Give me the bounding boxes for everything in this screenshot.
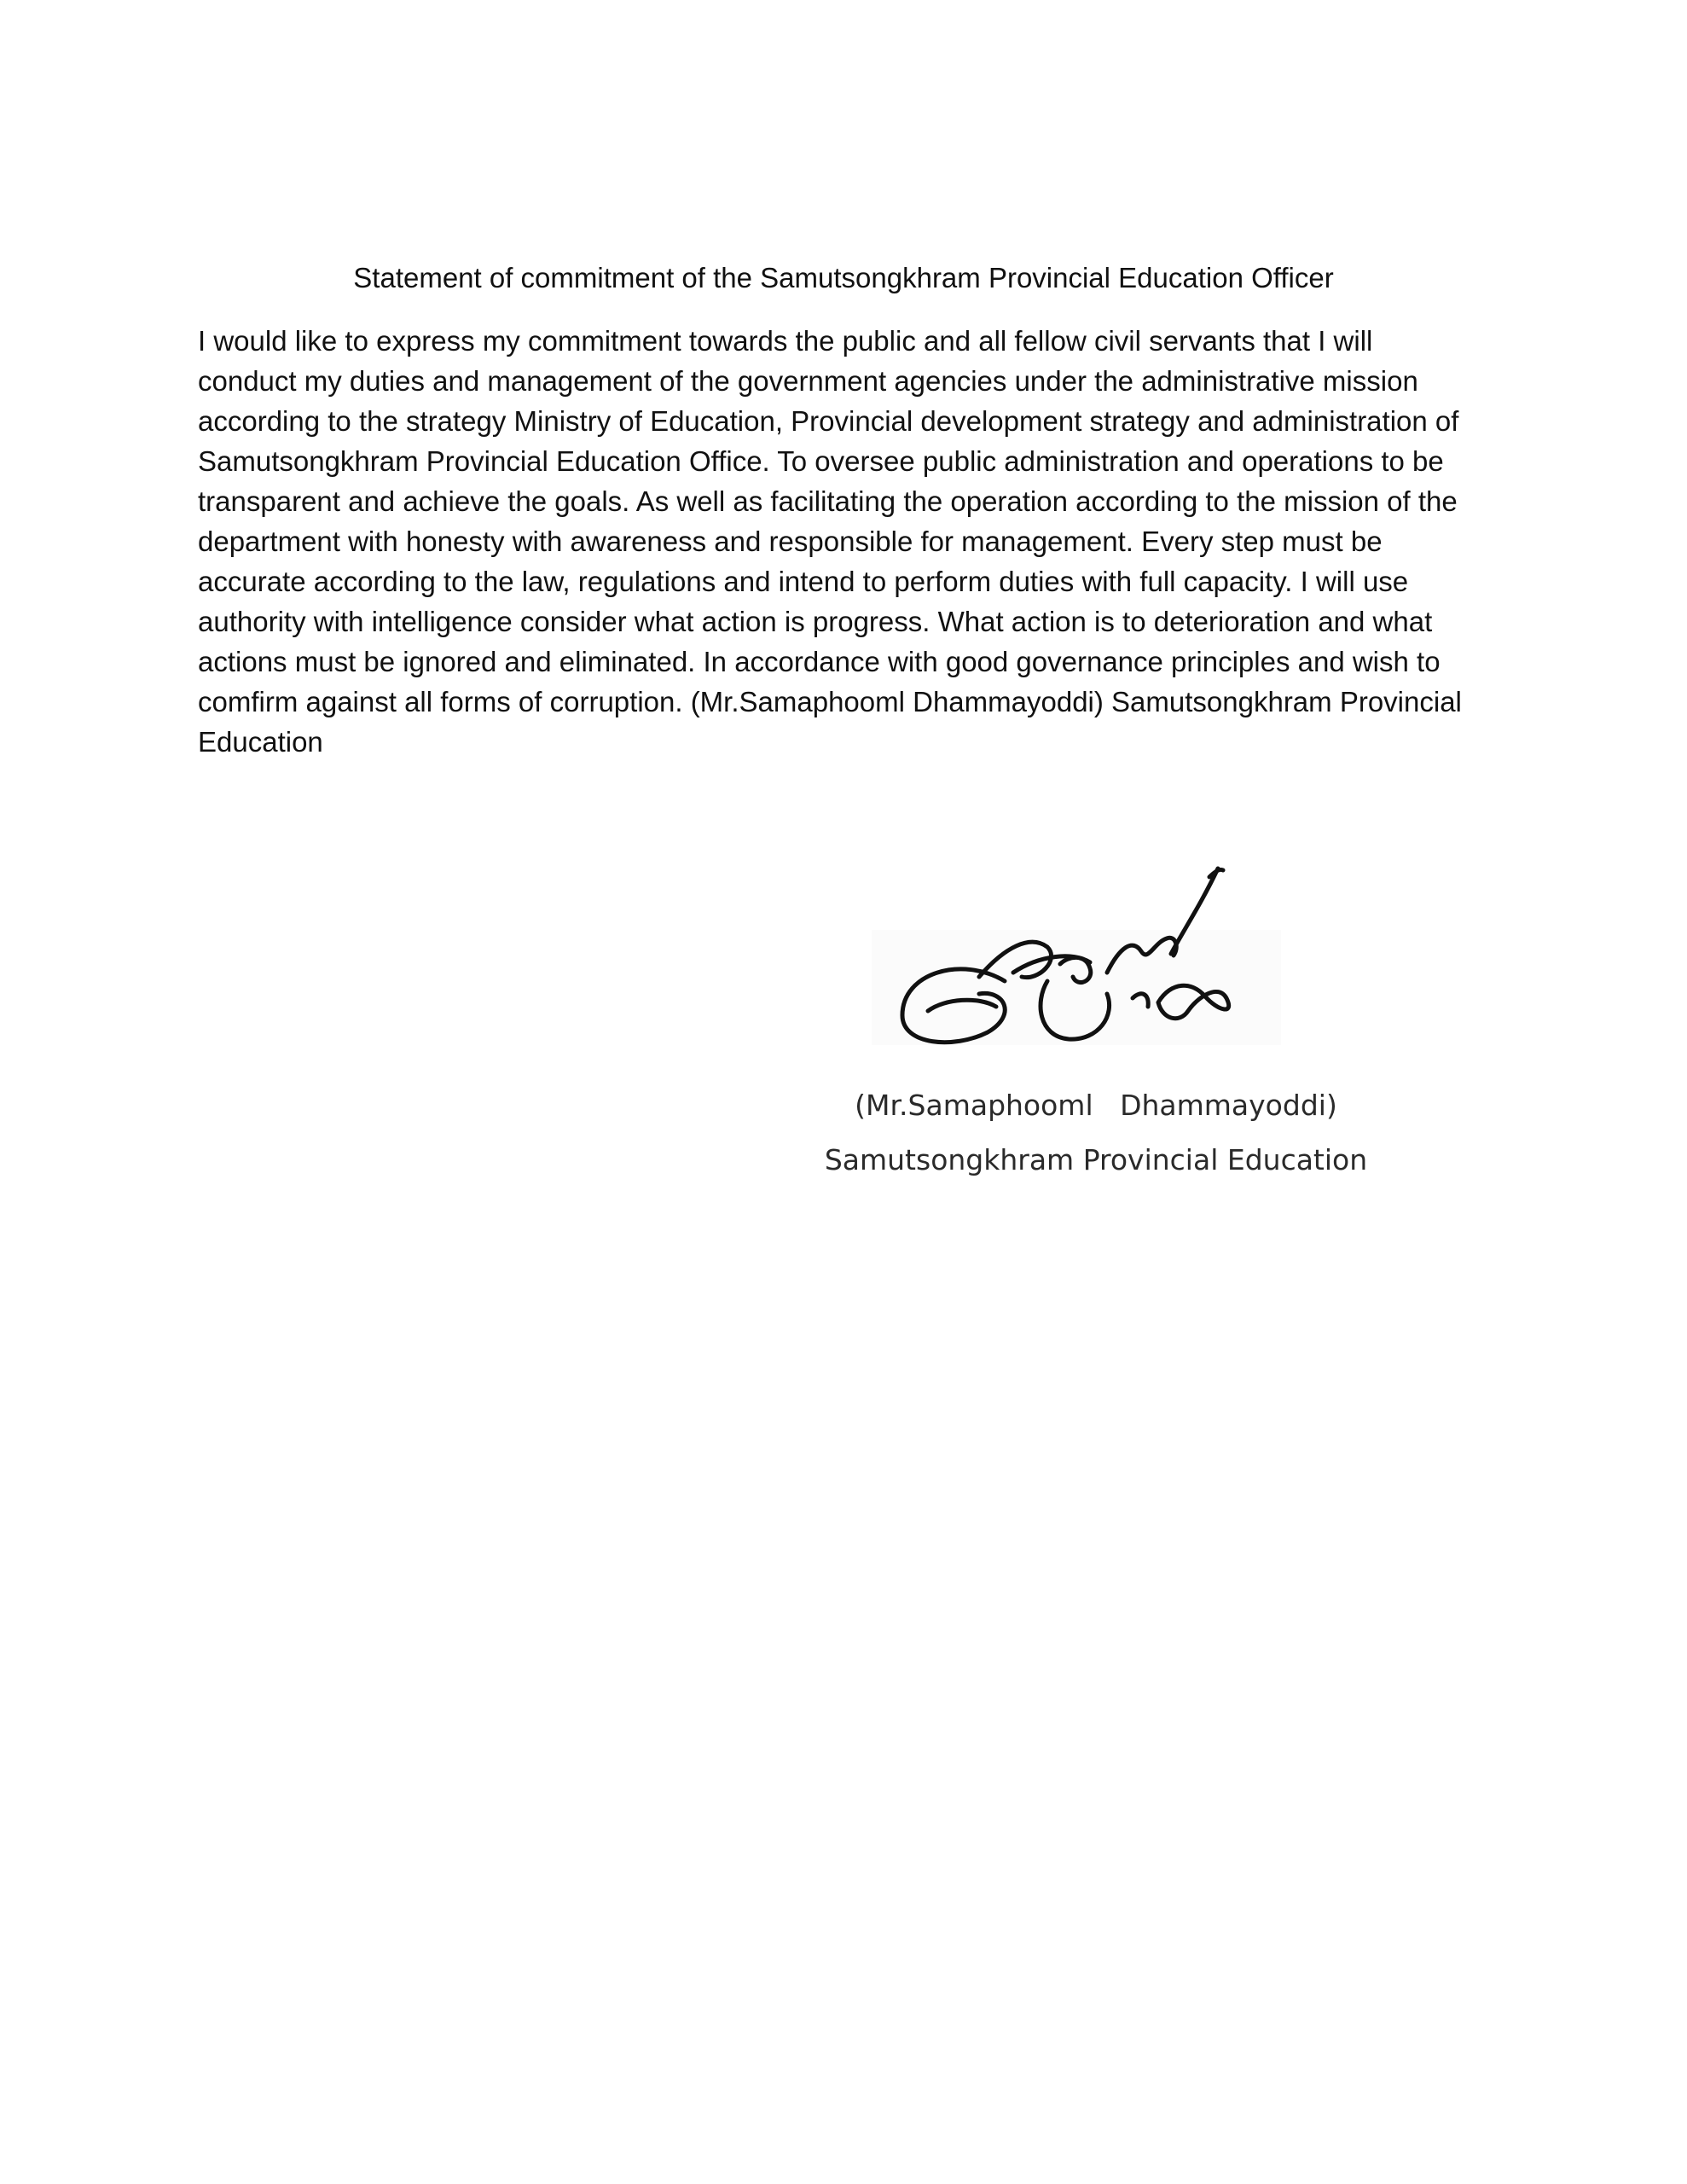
signature-stroke bbox=[1041, 981, 1110, 1039]
signature-stroke bbox=[1060, 957, 1091, 982]
document-body-text: I would like to express my commitment towards the public and all fellow civil servants that I will conduct my duties and management of the government agencies under the administrative mission according to the strategy Ministry of Education, Provincial development strategy and administration of Samutsongkhram Provincial Education Office. To oversee public administration and operations to be transparent and achieve the goals. As well as facilitating the operation according to the mission of the department with honesty with awareness and responsible for management. Every step must be accurate according to the law, regulations and intend to perform duties with full capacity. I will use authority with intelligence consider what action is progress. What action is to deterioration and what actions must be ignored and eliminated. In accordance with good governance principles and wish to comfirm against all forms of corruption. (Mr.Samaphooml Dhammayoddi) Samutsongkhram Provincial Education bbox=[198, 325, 1462, 758]
signature-stroke bbox=[928, 1000, 996, 1011]
signature-stroke bbox=[1133, 994, 1148, 1007]
document-title: Statement of commitment of the Samutsongkhram Provincial Education Officer bbox=[353, 262, 1334, 293]
signer-name: (Mr.Samaphooml Dhammayoddi) bbox=[855, 1089, 1337, 1122]
signature-stroke bbox=[1171, 868, 1218, 954]
signature-stroke bbox=[1158, 985, 1229, 1018]
signature-stroke bbox=[1107, 938, 1176, 973]
handwritten-signature-icon bbox=[877, 853, 1278, 1049]
signer-office: Samutsongkhram Provincial Education bbox=[824, 1143, 1368, 1176]
